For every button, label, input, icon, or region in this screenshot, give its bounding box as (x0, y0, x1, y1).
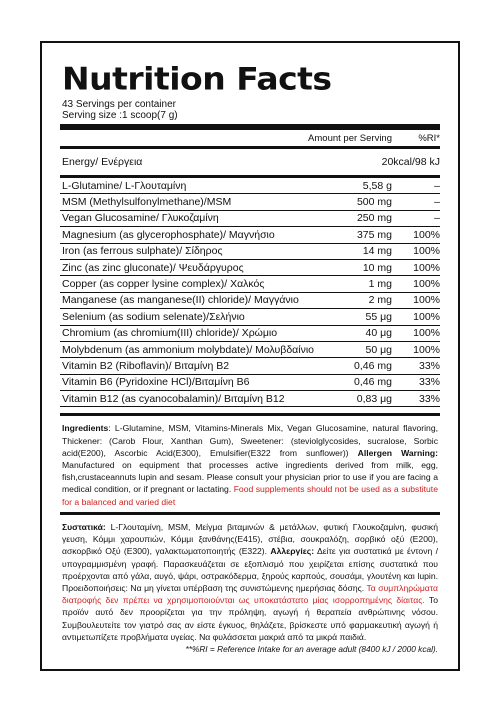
energy-divider (60, 171, 440, 178)
nutrient-row (60, 391, 440, 407)
nutrient-name: Chromium (as chromium(III) chloride)/ Χρώμιο (62, 327, 278, 340)
nutrient-row (60, 293, 440, 309)
nutrient-amount: 0,46 mg (354, 376, 392, 389)
nutrient-amount: 14 mg (362, 245, 392, 258)
nutrient-name: Vitamin B2 (Riboflavin)/ Βιταμίνη B2 (62, 359, 230, 372)
english-text (60, 416, 440, 511)
allergen-label: Allergen Warning: (357, 447, 439, 458)
nutrient-name: Copper (as copper lysine complex)/ Χαλκός (62, 278, 265, 291)
nutrient-amount: 40 μg (365, 327, 392, 340)
nutrient-amount: 250 mg (356, 212, 392, 225)
nutrient-ri: 33% (418, 392, 440, 405)
greek-ingredients-text: L-Γλουταμίνη, MSM, Μείγμα βιταμινών & μετάλλων, φυτική Γλουκοζαμίνη, φυσική γευση, Κόμμι χαρουπιών, Κόμμι ξανθάνης(E415), στέβια, σουκραλόζη, σορβικό οξύ (E200), ασκορβικό Οξύ (E300), γαλακτωματοποιητής (E322). (62, 521, 438, 557)
nutrient-name: Manganese (as manganese(II) chloride)/ Μαγγάνιο (62, 294, 299, 307)
nutrient-ri: 100% (413, 261, 440, 274)
energy-amount: 20kcal/98 kJ (381, 156, 440, 168)
nutrient-ri: 33% (418, 359, 440, 372)
nutrient-row (60, 227, 440, 243)
greek-allergen-text: Δείτε για συστατικά με έντονη / υπογραμμισμένη γραφή. Παρασκευάζεται σε εξοπλισμό που χειρίζεται επίσης συστατικά που προέρχονται από γάλα, αυγό, ψάρι, οστρακόδερμα, ξηρούς καρπούς, σουσάμι, γλουτένη και lupin. Προειδοποιήσεις: Να μη γίνεται υπέρβαση της συνιστώμενης ημερήσιας δόσης. (62, 546, 438, 593)
footnote: **%RI = Reference Intake for an average adult (8400 kJ / 2000 kcal). (185, 643, 438, 654)
nutrient-ri: 100% (413, 245, 440, 258)
nutrient-row (60, 178, 440, 194)
nutrient-ri: – (434, 212, 440, 225)
nutrient-ri: 100% (413, 310, 440, 323)
greek-rest-text: Το προϊόν αυτό δεν προορίζεται για την πρόληψη, αγωγή ή θεραπεία ανθρώπινης νόσου. Συμβουλευτείτε τον γιατρό σας αν είστε έγκυος, θηλάζετε, βρίσκεστε υπό φαρμακευτική αγωγή ή αντιμετωπίζετε προβλήματα υγείας. Να φυλάσσεται μακριά από τα μικρά παιδιά. (62, 595, 438, 642)
english-paragraph (60, 422, 440, 507)
energy-row (60, 153, 440, 171)
nutrient-row (60, 326, 440, 342)
nutrient-amount: 2 mg (368, 294, 392, 307)
nutrient-amount: 1 mg (368, 278, 392, 291)
greek-warning-text: Τα συμπληρώματα διατροφής δεν πρέπει να χρησιμοποιούνται ως υποκατάστατο μίας ισορροπημένης δίαιτας. (62, 582, 438, 606)
ri-header: %RI* (418, 132, 440, 144)
nutrient-ri: 100% (413, 327, 440, 340)
ingredients-text: : L-Glutamine, MSM, Vitamins-Minerals Mix, Vegan Glucosamine, natural flavoring, Thickener: (Carob Flour, Xanthan Gum), Sweetener: (steviolglycosides, sucralose, Sorbic acid(E200), Ascorbic Acid(E300), Emulsifier(E322 from sunflower)) (62, 423, 438, 458)
nutrient-ri: – (434, 179, 440, 192)
nutrient-row (60, 211, 440, 227)
energy-name: Energy/ Ενέργεια (62, 156, 143, 168)
label-title: Nutrition Facts (62, 60, 332, 98)
ingredients-label: Ingredients (62, 423, 109, 434)
nutrient-ri: 100% (413, 278, 440, 291)
nutrition-label (40, 41, 460, 671)
nutrient-amount: 10 mg (362, 261, 392, 274)
nutrient-ri: 33% (418, 376, 440, 389)
nutrient-name: Vegan Glucosamine/ Γλυκοζαμίνη (62, 212, 219, 225)
nutrient-name: MSM (Methylsulfonylmethane)/MSM (62, 196, 232, 209)
nutrient-row (60, 194, 440, 210)
nutrient-name: Vitamin B12 (as cyanocobalamin)/ Βιταμίνη B12 (62, 392, 285, 405)
greek-allergen-label: Αλλεργίες: (270, 546, 315, 557)
allergen-text: Manufactured on equipment that processes active ingredients derived from milk, egg, fish,crustaceannuts lupin and sesam. Please consult your physician prior to use if you are facing a medical condition, or if pregnant or lactating. (62, 460, 438, 495)
servings-per-container: 43 Servings per container (62, 99, 176, 110)
nutrient-amount: 55 μg (365, 310, 392, 323)
nutrient-table (60, 178, 440, 407)
nutrient-name: Zinc (as zinc gluconate)/ Ψευδάργυρος (62, 261, 244, 274)
nutrient-row (60, 276, 440, 292)
serving-size: Serving size :1 scoop(7 g) (62, 110, 178, 121)
nutrient-row (60, 358, 440, 374)
nutrient-row (60, 244, 440, 260)
nutrient-amount: 500 mg (356, 196, 392, 209)
amount-header: Amount per Serving (308, 132, 392, 144)
nutrient-ri: 100% (413, 228, 440, 241)
greek-paragraph (60, 521, 440, 643)
nutrient-amount: 5,58 g (362, 179, 392, 192)
nutrient-name: Magnesium (as glycerophosphate)/ Μαγνήσιο (62, 228, 275, 241)
nutrient-name: Molybdenum (as ammonium molybdate)/ Μολυβδαίνιο (62, 343, 314, 356)
table-header (60, 130, 440, 146)
label-inner (60, 61, 440, 659)
nutrient-amount: 0,46 mg (354, 359, 392, 372)
warning-text: Food supplements should not be used as a substitute for a balanced and varied diet (62, 484, 438, 507)
nutrient-ri: 100% (413, 294, 440, 307)
nutrient-amount: 50 μg (365, 343, 392, 356)
nutrient-row (60, 342, 440, 358)
nutrient-name: L-Glutamine/ L-Γλουταμίνη (62, 179, 187, 192)
nutrient-name: Vitamin B6 (Pyridoxine HCl)/Βιταμίνη B6 (62, 376, 250, 389)
nutrient-name: Iron (as ferrous sulphate)/ Σίδηρος (62, 245, 223, 258)
nutrient-row (60, 309, 440, 325)
greek-text (60, 515, 440, 659)
nutrient-ri: 100% (413, 343, 440, 356)
nutrient-amount: 375 mg (356, 228, 392, 241)
nutrient-ri: – (434, 196, 440, 209)
nutrient-row (60, 375, 440, 391)
nutrient-name: Selenium (as sodium selenate)/Σελήνιο (62, 310, 245, 323)
nutrient-row (60, 260, 440, 276)
greek-ingredients-label: Συστατικά: (62, 521, 106, 532)
nutrient-amount: 0,83 μg (356, 392, 392, 405)
